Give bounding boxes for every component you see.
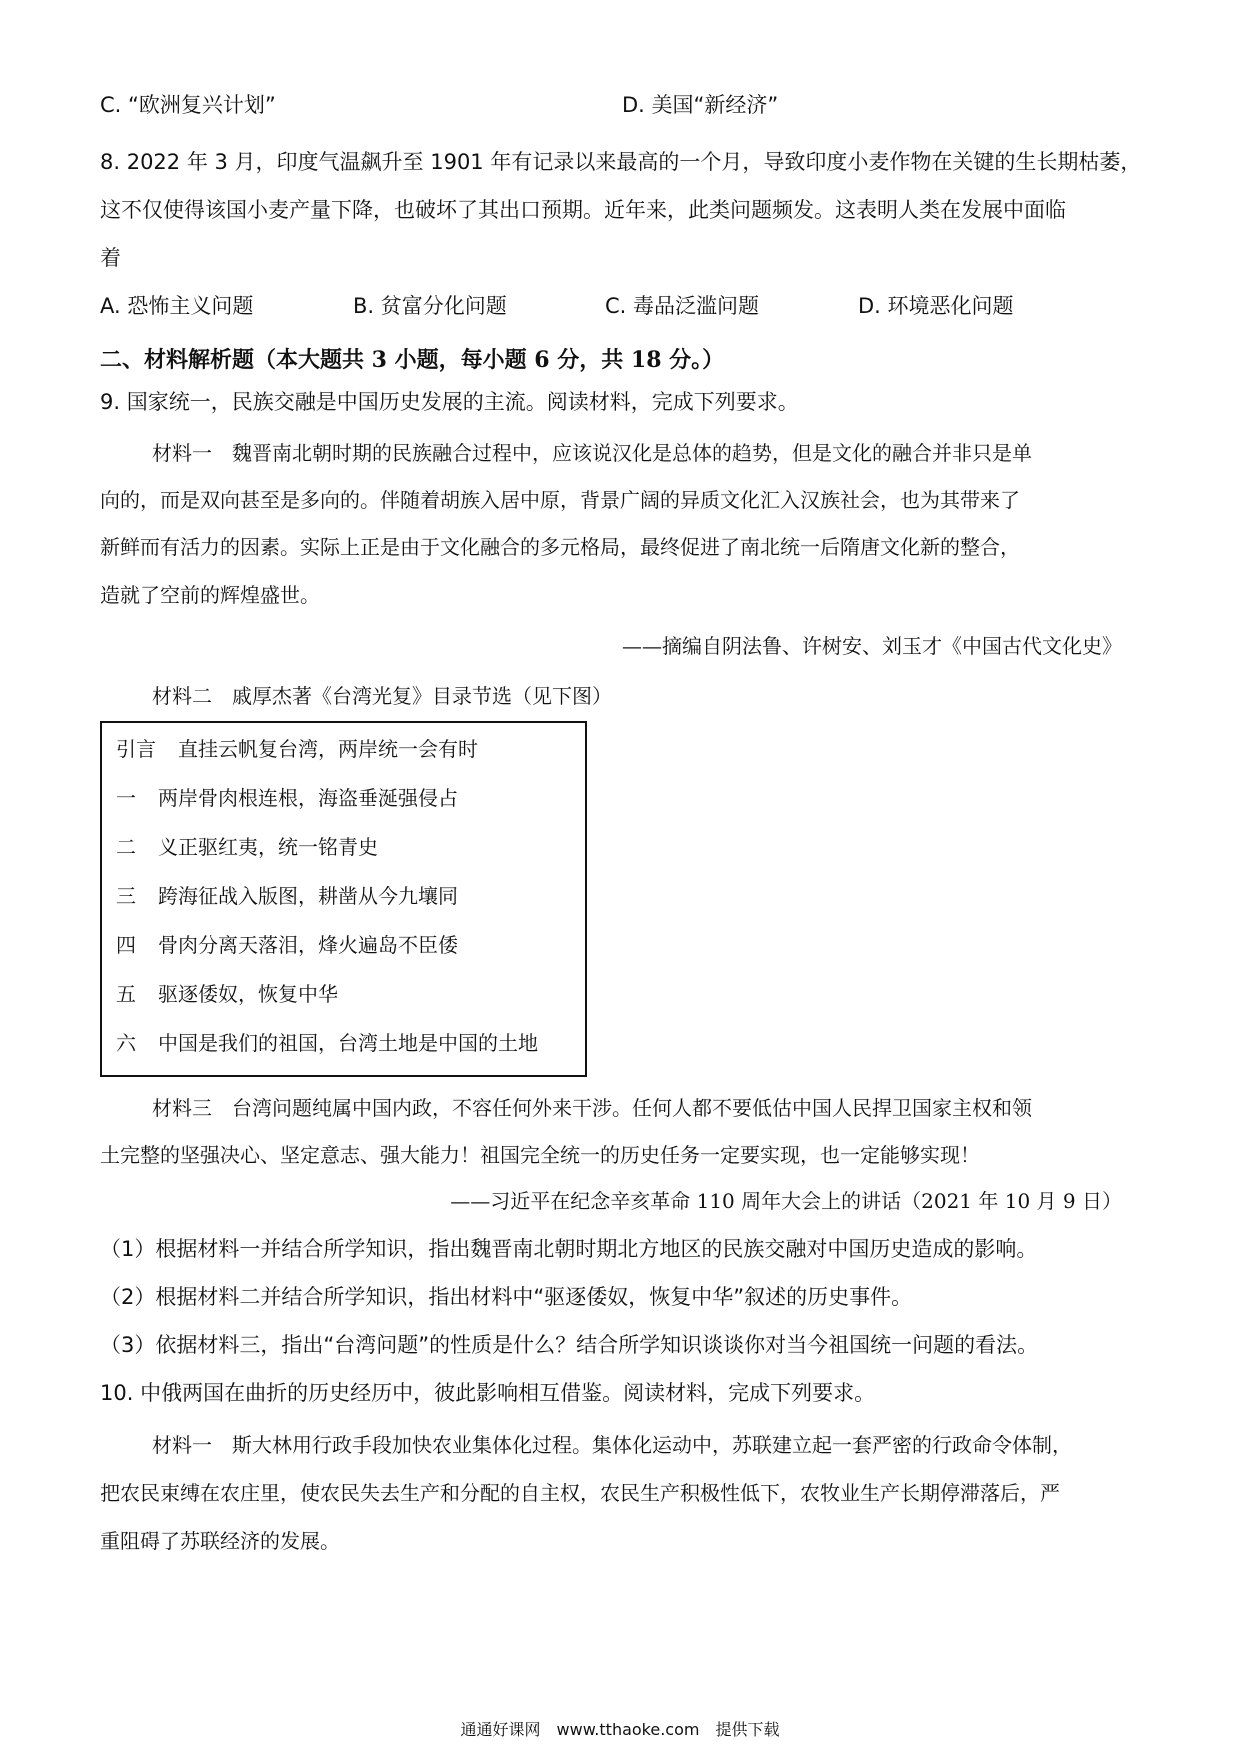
toc-title: 中国是我们的祖国，台湾土地是中国的土地: [158, 1031, 538, 1055]
toc-row: [116, 783, 458, 813]
q8-stem-line-2: 这不仅使得该国小麦产量下降，也破坏了其出口预期。近年来，此类问题频发。这表明人类在发展中面临: [100, 198, 1066, 222]
q8-option-d: D. 环境恶化问题: [858, 294, 1014, 318]
toc-title: 驱逐倭奴，恢复中华: [158, 982, 338, 1006]
toc-number: 一: [116, 786, 136, 810]
q9-material3-line-1: 材料三 台湾问题纯属中国内政，不容任何外来干涉。任何人都不要低估中国人民捍卫国家主权和领: [152, 1096, 1032, 1120]
toc-title: 骨肉分离天落泪，烽火遍岛不臣倭: [158, 933, 458, 957]
toc-row: [116, 832, 378, 862]
toc-row: [116, 881, 458, 911]
q9-material1-line-4: 造就了空前的辉煌盛世。: [100, 583, 320, 607]
toc-title: 义正驱红夷，统一铭青史: [158, 835, 378, 859]
q9-material3-source: ——习近平在纪念辛亥革命 110 周年大会上的讲话（2021 年 10 月 9 日）: [450, 1189, 1122, 1213]
q9-material1-line-1: 材料一 魏晋南北朝时期的民族融合过程中，应该说汉化是总体的趋势，但是文化的融合并非只是单: [152, 441, 1032, 465]
toc-row: [116, 930, 458, 960]
q8-option-c: C. 毒品泛滥问题: [605, 294, 760, 318]
q9-question-2: （2）根据材料二并结合所学知识，指出材料中“驱逐倭奴，恢复中华”叙述的历史事件。: [100, 1285, 913, 1309]
q10-stem: 10. 中俄两国在曲折的历史经历中，彼此影响相互借鉴。阅读材料，完成下列要求。: [100, 1381, 876, 1405]
q9-question-1: （1）根据材料一并结合所学知识，指出魏晋南北朝时期北方地区的民族交融对中国历史造成的影响。: [100, 1237, 1038, 1261]
toc-title: 直挂云帆复台湾，两岸统一会有时: [178, 737, 478, 761]
q9-material2-intro: 材料二 戚厚杰著《台湾光复》目录节选（见下图）: [152, 684, 612, 708]
toc-number: 六: [116, 1031, 136, 1055]
toc-number: 四: [116, 933, 136, 957]
q10-material1-line-2: 把农民束缚在农庄里，使农民失去生产和分配的自主权，农民生产积极性低下，农牧业生产长期停滞落后，严: [100, 1481, 1060, 1505]
toc-title: 跨海征战入版图，耕凿从今九壤同: [158, 884, 458, 908]
q8-option-b: B. 贫富分化问题: [353, 294, 507, 318]
page-footer: 通通好课网 www.tthaoke.com 提供下载: [460, 1720, 780, 1739]
section-heading: 二、材料解析题（本大题共 3 小题，每小题 6 分，共 18 分。）: [100, 347, 725, 373]
q9-stem: 9. 国家统一，民族交融是中国历史发展的主流。阅读材料，完成下列要求。: [100, 390, 799, 414]
q9-material1-line-3: 新鲜而有活力的因素。实际上正是由于文化融合的多元格局，最终促进了南北统一后隋唐文化新的整合，: [100, 535, 1020, 559]
q8-option-a: A. 恐怖主义问题: [100, 294, 254, 318]
q7-option-c: C. “欧洲复兴计划”: [100, 93, 276, 117]
table-of-contents-box: [100, 721, 587, 1077]
q9-material1-source: ——摘编自阴法鲁、许树安、刘玉才《中国古代文化史》: [622, 634, 1122, 658]
q9-material3-line-2: 土完整的坚强决心、坚定意志、强大能力！祖国完全统一的历史任务一定要实现，也一定能够实现！: [100, 1143, 980, 1167]
toc-number: 二: [116, 835, 136, 859]
toc-number: 引言: [116, 737, 156, 761]
toc-row: [116, 1028, 538, 1058]
q7-option-d: D. 美国“新经济”: [622, 93, 779, 117]
q9-material1-line-2: 向的，而是双向甚至是多向的。伴随着胡族入居中原，背景广阔的异质文化汇入汉族社会，也为其带来了: [100, 488, 1020, 512]
toc-row: [116, 734, 478, 764]
toc-number: 三: [116, 884, 136, 908]
q10-material1-line-3: 重阻碍了苏联经济的发展。: [100, 1529, 340, 1553]
toc-number: 五: [116, 982, 136, 1006]
toc-title: 两岸骨肉根连根，海盗垂涎强侵占: [158, 786, 458, 810]
q8-stem-line-3: 着: [100, 246, 121, 270]
q9-question-3: （3）依据材料三，指出“台湾问题”的性质是什么？结合所学知识谈谈你对当今祖国统一问题的看法。: [100, 1333, 1039, 1357]
q10-material1-line-1: 材料一 斯大林用行政手段加快农业集体化过程。集体化运动中，苏联建立起一套严密的行政命令体制，: [152, 1433, 1072, 1457]
toc-row: [116, 979, 338, 1009]
q8-stem-line-1: 8. 2022 年 3 月，印度气温飙升至 1901 年有记录以来最高的一个月，导致印度小麦作物在关键的生长期枯萎，: [100, 150, 1142, 174]
